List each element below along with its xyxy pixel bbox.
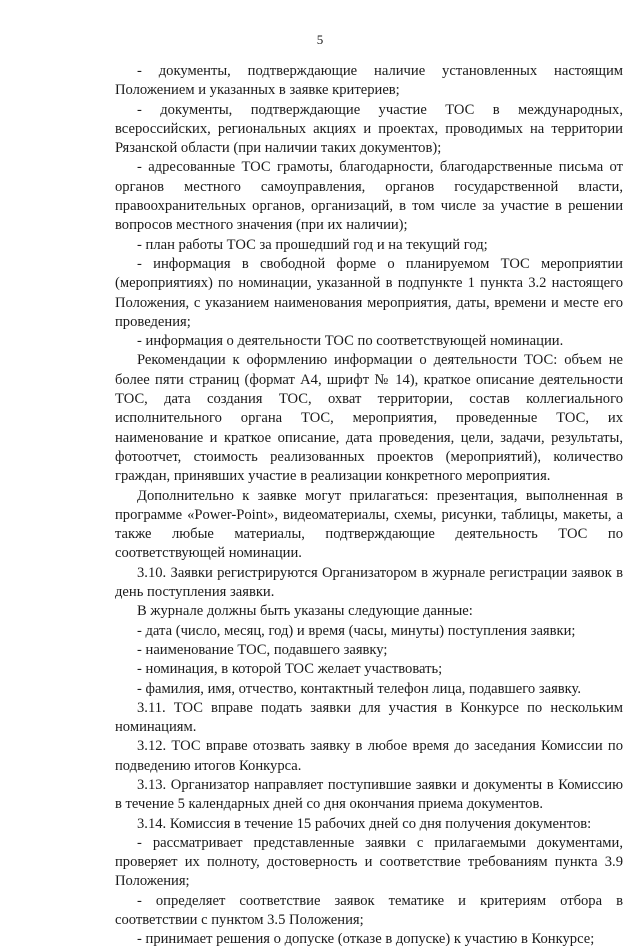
paragraph: Рекомендации к оформлению информации о деятельности ТОС: объем не более пяти страниц (формат А4, шрифт № 14), краткое описание деятельности ТОС, дата создания ТОС, охват территории, состав коллегиального исполнительного органа ТОС, мероприятия, проведенные ТОС, их наименование и краткое описание, дата проведения, цели, задачи, результаты, фотоотчет, стоимость реализованных проектов (мероприятий), количество граждан, принявших участие в реализации конкретного мероприятия. [115,352,623,485]
paragraph: 3.13. Организатор направляет поступившие заявки и документы в Комиссию в течение 5 календарных дней со дня окончания приема документов. [115,776,623,813]
page-number: 5 [316,32,324,47]
paragraph: 3.10. Заявки регистрируются Организатором в журнале регистрации заявок в день поступления заявки. [115,564,623,601]
paragraph: Дополнительно к заявке могут прилагаться: презентация, выполненная в программе «Power-Point», видеоматериалы, схемы, рисунки, таблицы, макеты, а также любые материалы, подтверждающие деятельность ТОС по соответствующей номинации. [115,487,623,562]
paragraph: - план работы ТОС за прошедший год и на текущий год; [137,236,488,253]
paragraph: - определяет соответствие заявок тематике и критериям отбора в соответствии с пунктом 3.5 Положения; [115,892,623,929]
paragraph: - информация в свободной форме о планируемом ТОС мероприятии (мероприятиях) по номинации, указанной в подпункте 1 пункта 3.2 настоящего Положения, с указанием наименования мероприятия, даты, времени и месте его проведения; [115,255,623,330]
paragraph: - фамилия, имя, отчество, контактный телефон лица, подавшего заявку. [137,680,582,697]
paragraph: - информация о деятельности ТОС по соответствующей номинации. [137,333,564,350]
paragraph: - документы, подтверждающие участие ТОС в международных, всероссийских, региональных акциях и проектах, проводимых на территории Рязанской области (при наличии таких документов); [115,101,623,157]
paragraph: 3.11. ТОС вправе подать заявки для участия в Конкурсе по нескольким номинациям. [115,699,623,736]
paragraph: 3.12. ТОС вправе отозвать заявку в любое время до заседания Комиссии по подведению итогов Конкурса. [115,738,623,774]
paragraph: - номинация, в которой ТОС желает участвовать; [137,661,443,678]
paragraph: - наименование ТОС, подавшего заявку; [137,641,388,658]
paragraph: В журнале должны быть указаны следующие данные: [137,603,473,620]
paragraph: - рассматривает представленные заявки с прилагаемыми документами, проверяет их полноту, достоверность и соответствие требованиям пункта 3.9 Положения; [115,834,623,890]
document-body [115,62,623,950]
paragraph: 3.14. Комиссия в течение 15 рабочих дней со дня получения документов: [137,815,592,832]
paragraph: - дата (число, месяц, год) и время (часы, минуты) поступления заявки; [137,622,576,639]
paragraph: - документы, подтверждающие наличие установленных настоящим Положением и указанных в заявке критериев; [115,63,623,99]
paragraph: - принимает решения о допуске (отказе в допуске) к участию в Конкурсе; [137,931,595,948]
paragraph: - адресованные ТОС грамоты, благодарности, благодарственные письма от органов местного самоуправления, органов государственной власти, правоохранительных органов, организаций, в том числе за участие в решении вопросов местного значения (при их наличии); [115,159,623,234]
